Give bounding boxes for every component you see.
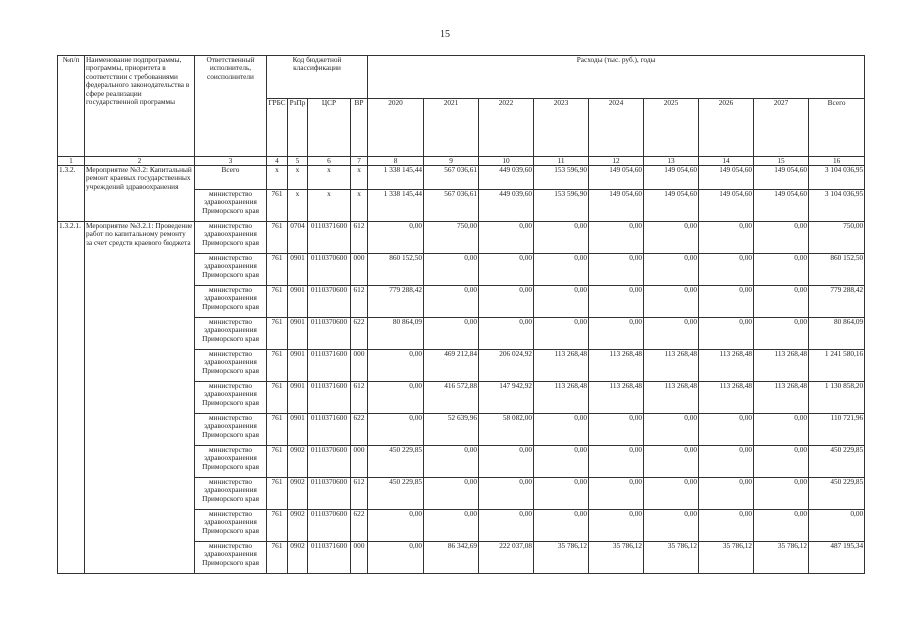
executor-cell: министерство здравоохранения Приморского края	[195, 478, 267, 510]
year-value-cell: 86 342,69	[424, 542, 479, 574]
year-value-cell: 0,00	[754, 254, 809, 286]
year-value-cell: 0,00	[534, 318, 589, 350]
header-vr: ВР	[351, 99, 368, 157]
grbs-cell: 761	[267, 222, 288, 254]
rzpr-cell: x	[288, 190, 308, 222]
year-value-cell: 149 054,60	[754, 190, 809, 222]
year-value-cell: 0,00	[368, 510, 424, 542]
vr-cell: x	[351, 166, 368, 190]
year-value-cell: 0,00	[534, 446, 589, 478]
year-value-cell: 113 268,48	[589, 382, 644, 414]
year-value-cell: 0,00	[644, 478, 699, 510]
csr-cell: 0110370600	[308, 478, 351, 510]
rzpr-cell: 0901	[288, 286, 308, 318]
year-value-cell: 149 054,60	[644, 166, 699, 190]
total-value-cell: 80 864,09	[809, 318, 865, 350]
year-value-cell: 0,00	[644, 446, 699, 478]
year-value-cell: 0,00	[754, 446, 809, 478]
csr-cell: 0110371600	[308, 414, 351, 446]
header-year-2026: 2026	[699, 99, 754, 157]
year-value-cell: 449 039,60	[479, 166, 534, 190]
year-value-cell: 149 054,60	[589, 166, 644, 190]
year-value-cell: 0,00	[424, 478, 479, 510]
executor-cell: министерство здравоохранения Приморского края	[195, 286, 267, 318]
year-value-cell: 0,00	[479, 446, 534, 478]
header-total: Всего	[809, 99, 865, 157]
year-value-cell: 0,00	[699, 286, 754, 318]
rzpr-cell: 0902	[288, 542, 308, 574]
rzpr-cell: 0902	[288, 510, 308, 542]
measure-number: 1.3.2.1.	[58, 222, 85, 574]
year-value-cell: 149 054,60	[644, 190, 699, 222]
executor-cell: министерство здравоохранения Приморского края	[195, 510, 267, 542]
year-value-cell: 0,00	[534, 510, 589, 542]
year-value-cell: 0,00	[699, 510, 754, 542]
csr-cell: 0110370600	[308, 510, 351, 542]
vr-cell: 612	[351, 478, 368, 510]
header-name: Наименование подпрограммы, программы, приоритета в соответствии с требованиями федерального законодательства в сфере реализации государственной программы	[85, 56, 195, 157]
executor-cell: министерство здравоохранения Приморского края	[195, 190, 267, 222]
index-cell: 16	[809, 157, 865, 166]
year-value-cell: 0,00	[368, 414, 424, 446]
year-value-cell: 0,00	[754, 286, 809, 318]
grbs-cell: 761	[267, 382, 288, 414]
grbs-cell: x	[267, 166, 288, 190]
year-value-cell: 35 786,12	[589, 542, 644, 574]
year-value-cell: 0,00	[424, 510, 479, 542]
table-row	[58, 222, 865, 254]
vr-cell: 622	[351, 318, 368, 350]
vr-cell: x	[351, 190, 368, 222]
year-value-cell: 0,00	[424, 254, 479, 286]
year-value-cell: 0,00	[589, 286, 644, 318]
year-value-cell: 0,00	[644, 414, 699, 446]
rzpr-cell: x	[288, 166, 308, 190]
header-year-2022: 2022	[479, 99, 534, 157]
csr-cell: x	[308, 166, 351, 190]
year-value-cell: 0,00	[699, 318, 754, 350]
year-value-cell: 113 268,48	[754, 382, 809, 414]
year-value-cell: 0,00	[699, 446, 754, 478]
csr-cell: 0110371600	[308, 222, 351, 254]
rzpr-cell: 0901	[288, 350, 308, 382]
vr-cell: 000	[351, 446, 368, 478]
rzpr-cell: 0901	[288, 382, 308, 414]
total-value-cell: 450 229,85	[809, 478, 865, 510]
year-value-cell: 52 639,96	[424, 414, 479, 446]
grbs-cell: 761	[267, 350, 288, 382]
year-value-cell: 0,00	[424, 446, 479, 478]
index-cell: 8	[368, 157, 424, 166]
executor-cell: министерство здравоохранения Приморского края	[195, 350, 267, 382]
executor-cell: министерство здравоохранения Приморского края	[195, 318, 267, 350]
index-cell: 11	[534, 157, 589, 166]
executor-cell: министерство здравоохранения Приморского края	[195, 542, 267, 574]
total-value-cell: 860 152,50	[809, 254, 865, 286]
measure-name: Мероприятие №3.2.1: Проведение работ по капитальному ремонту за счет средств краевого бюджета	[85, 222, 195, 574]
index-cell: 15	[754, 157, 809, 166]
year-value-cell: 153 596,90	[534, 190, 589, 222]
year-value-cell: 35 786,12	[534, 542, 589, 574]
year-value-cell: 0,00	[368, 542, 424, 574]
year-value-cell: 113 268,48	[534, 382, 589, 414]
vr-cell: 612	[351, 382, 368, 414]
year-value-cell: 0,00	[699, 254, 754, 286]
rzpr-cell: 0704	[288, 222, 308, 254]
year-value-cell: 113 268,48	[699, 350, 754, 382]
index-cell: 7	[351, 157, 368, 166]
year-value-cell: 0,00	[644, 222, 699, 254]
year-value-cell: 35 786,12	[699, 542, 754, 574]
measure-number: 1.3.2.	[58, 166, 85, 222]
year-value-cell: 0,00	[589, 446, 644, 478]
grbs-cell: 761	[267, 542, 288, 574]
year-value-cell: 35 786,12	[754, 542, 809, 574]
year-value-cell: 0,00	[644, 286, 699, 318]
year-value-cell: 0,00	[479, 318, 534, 350]
header-csr: ЦСР	[308, 99, 351, 157]
vr-cell: 622	[351, 510, 368, 542]
table-row	[58, 166, 865, 190]
header-row	[58, 56, 865, 99]
header-year-2024: 2024	[589, 99, 644, 157]
grbs-cell: 761	[267, 286, 288, 318]
year-value-cell: 450 229,85	[368, 478, 424, 510]
year-value-cell: 113 268,48	[534, 350, 589, 382]
year-value-cell: 0,00	[589, 510, 644, 542]
year-value-cell: 0,00	[589, 254, 644, 286]
total-value-cell: 487 195,34	[809, 542, 865, 574]
grbs-cell: 761	[267, 414, 288, 446]
csr-cell: 0110370600	[308, 286, 351, 318]
year-value-cell: 153 596,90	[534, 166, 589, 190]
year-value-cell: 750,00	[424, 222, 479, 254]
total-value-cell: 779 288,42	[809, 286, 865, 318]
index-cell: 4	[267, 157, 288, 166]
index-cell: 1	[58, 157, 85, 166]
year-value-cell: 0,00	[479, 222, 534, 254]
csr-cell: 0110370600	[308, 446, 351, 478]
executor-cell: министерство здравоохранения Приморского края	[195, 222, 267, 254]
year-value-cell: 149 054,60	[699, 190, 754, 222]
rzpr-cell: 0902	[288, 478, 308, 510]
year-value-cell: 0,00	[424, 286, 479, 318]
total-value-cell: 450 229,85	[809, 446, 865, 478]
year-value-cell: 0,00	[479, 478, 534, 510]
year-value-cell: 0,00	[534, 478, 589, 510]
year-value-cell: 0,00	[754, 222, 809, 254]
header-executor: Ответственный исполнитель, соисполнители	[195, 56, 267, 157]
rzpr-cell: 0901	[288, 318, 308, 350]
index-cell: 14	[699, 157, 754, 166]
index-cell: 2	[85, 157, 195, 166]
year-value-cell: 0,00	[644, 318, 699, 350]
total-value-cell: 750,00	[809, 222, 865, 254]
csr-cell: 0110371600	[308, 350, 351, 382]
year-value-cell: 0,00	[368, 350, 424, 382]
year-value-cell: 416 572,88	[424, 382, 479, 414]
measure-name: Мероприятие №3.2: Капитальный ремонт краевых государственных учреждений здравоохранения	[85, 166, 195, 222]
rzpr-cell: 0901	[288, 254, 308, 286]
executor-cell: министерство здравоохранения Приморского края	[195, 414, 267, 446]
year-value-cell: 0,00	[479, 510, 534, 542]
executor-cell: Всего	[195, 166, 267, 190]
header-num: №п/п	[58, 56, 85, 157]
year-value-cell: 449 039,60	[479, 190, 534, 222]
vr-cell: 000	[351, 350, 368, 382]
year-value-cell: 113 268,48	[589, 350, 644, 382]
csr-cell: x	[308, 190, 351, 222]
csr-cell: 0110370600	[308, 318, 351, 350]
column-index-row	[58, 157, 865, 166]
executor-cell: министерство здравоохранения Приморского края	[195, 382, 267, 414]
year-value-cell: 0,00	[534, 222, 589, 254]
vr-cell: 000	[351, 542, 368, 574]
grbs-cell: 761	[267, 478, 288, 510]
year-value-cell: 149 054,60	[754, 166, 809, 190]
year-value-cell: 0,00	[589, 414, 644, 446]
year-value-cell: 567 036,61	[424, 166, 479, 190]
header-grbs: ГРБС	[267, 99, 288, 157]
year-value-cell: 0,00	[754, 318, 809, 350]
grbs-cell: 761	[267, 190, 288, 222]
csr-cell: 0110371600	[308, 382, 351, 414]
year-value-cell: 0,00	[699, 414, 754, 446]
year-value-cell: 567 036,61	[424, 190, 479, 222]
csr-cell: 0110371600	[308, 542, 351, 574]
total-value-cell: 110 721,96	[809, 414, 865, 446]
index-cell: 3	[195, 157, 267, 166]
total-value-cell: 3 104 036,95	[809, 190, 865, 222]
grbs-cell: 761	[267, 446, 288, 478]
total-value-cell: 1 130 858,20	[809, 382, 865, 414]
year-value-cell: 469 212,84	[424, 350, 479, 382]
index-cell: 12	[589, 157, 644, 166]
year-value-cell: 450 229,85	[368, 446, 424, 478]
header-year-2020: 2020	[368, 99, 424, 157]
year-value-cell: 113 268,48	[644, 382, 699, 414]
year-value-cell: 0,00	[754, 414, 809, 446]
budget-table	[57, 55, 865, 574]
year-value-cell: 0,00	[368, 222, 424, 254]
year-value-cell: 0,00	[699, 478, 754, 510]
year-value-cell: 222 037,08	[479, 542, 534, 574]
year-value-cell: 0,00	[479, 254, 534, 286]
vr-cell: 612	[351, 286, 368, 318]
year-value-cell: 0,00	[479, 286, 534, 318]
year-value-cell: 0,00	[644, 254, 699, 286]
year-value-cell: 149 054,60	[699, 166, 754, 190]
year-value-cell: 58 082,00	[479, 414, 534, 446]
index-cell: 5	[288, 157, 308, 166]
header-year-2025: 2025	[644, 99, 699, 157]
year-value-cell: 147 942,92	[479, 382, 534, 414]
year-value-cell: 206 024,92	[479, 350, 534, 382]
year-value-cell: 0,00	[699, 222, 754, 254]
year-value-cell: 0,00	[589, 318, 644, 350]
year-value-cell: 80 864,09	[368, 318, 424, 350]
year-value-cell: 860 152,50	[368, 254, 424, 286]
vr-cell: 612	[351, 222, 368, 254]
index-cell: 13	[644, 157, 699, 166]
vr-cell: 622	[351, 414, 368, 446]
executor-cell: министерство здравоохранения Приморского края	[195, 446, 267, 478]
year-value-cell: 113 268,48	[644, 350, 699, 382]
year-value-cell: 0,00	[534, 286, 589, 318]
year-value-cell: 0,00	[534, 254, 589, 286]
year-value-cell: 35 786,12	[644, 542, 699, 574]
header-budget-code: Код бюджетной классификации	[267, 56, 368, 99]
index-cell: 6	[308, 157, 351, 166]
total-value-cell: 3 104 036,95	[809, 166, 865, 190]
rzpr-cell: 0901	[288, 414, 308, 446]
year-value-cell: 779 288,42	[368, 286, 424, 318]
year-value-cell: 113 268,48	[754, 350, 809, 382]
grbs-cell: 761	[267, 254, 288, 286]
year-value-cell: 149 054,60	[589, 190, 644, 222]
rzpr-cell: 0902	[288, 446, 308, 478]
year-value-cell: 0,00	[754, 478, 809, 510]
year-value-cell: 0,00	[589, 222, 644, 254]
year-value-cell: 0,00	[534, 414, 589, 446]
vr-cell: 000	[351, 254, 368, 286]
year-value-cell: 0,00	[424, 318, 479, 350]
total-value-cell: 1 241 580,16	[809, 350, 865, 382]
year-value-cell: 0,00	[589, 478, 644, 510]
header-year-2023: 2023	[534, 99, 589, 157]
header-year-2021: 2021	[424, 99, 479, 157]
page-number: 15	[440, 29, 450, 40]
total-value-cell: 0,00	[809, 510, 865, 542]
index-cell: 9	[424, 157, 479, 166]
executor-cell: министерство здравоохранения Приморского края	[195, 254, 267, 286]
year-value-cell: 113 268,48	[699, 382, 754, 414]
index-cell: 10	[479, 157, 534, 166]
year-value-cell: 1 338 145,44	[368, 190, 424, 222]
year-value-cell: 0,00	[644, 510, 699, 542]
header-rzpr: РзПр	[288, 99, 308, 157]
year-value-cell: 0,00	[368, 382, 424, 414]
grbs-cell: 761	[267, 318, 288, 350]
year-value-cell: 0,00	[754, 510, 809, 542]
header-year-2027: 2027	[754, 99, 809, 157]
header-expenses: Расходы (тыс. руб.), годы	[368, 56, 865, 99]
grbs-cell: 761	[267, 510, 288, 542]
csr-cell: 0110370600	[308, 254, 351, 286]
year-value-cell: 1 338 145,44	[368, 166, 424, 190]
